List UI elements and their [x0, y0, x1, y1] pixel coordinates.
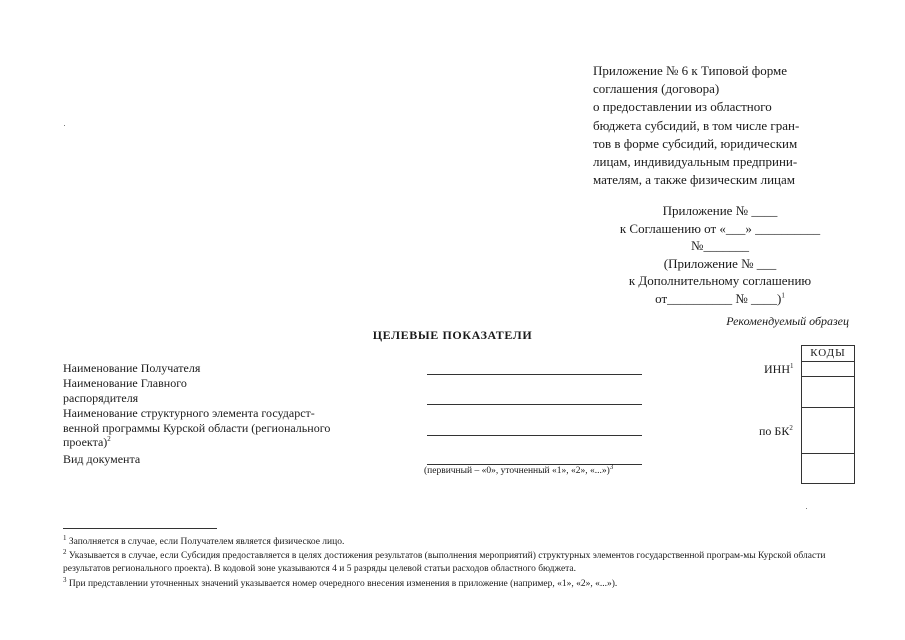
inn-label: ИНН$^1$	[764, 362, 794, 376]
appendix-line: соглашения (договора)	[593, 81, 720, 97]
codes-cell-doc-type[interactable]	[802, 454, 854, 484]
appendix-line: лицам, индивидуальным предприни-	[593, 154, 798, 170]
agreement-line: №_______	[691, 238, 749, 253]
agreement-line: к Соглашению от «___» __________	[619, 220, 821, 236]
scan-speck	[64, 125, 65, 126]
appendix-header	[593, 62, 799, 189]
footnote-1: $^1$ Заполняется в случае, если Получателем является физическое лицо.	[63, 533, 345, 547]
codes-cell-bk[interactable]	[802, 408, 854, 454]
recipient-label: Наименование Получателя	[63, 361, 201, 375]
agreement-line: (Приложение № ___	[663, 255, 777, 271]
footnote-ref: 1	[790, 362, 794, 370]
recipient-field[interactable]	[427, 374, 642, 375]
codes-header: КОДЫ	[802, 346, 854, 362]
codes-cell-inn[interactable]	[802, 377, 854, 408]
document-title: ЦЕЛЕВЫЕ ПОКАЗАТЕЛИ	[372, 328, 533, 342]
program-element-field[interactable]	[427, 435, 642, 436]
footnote-2: $^2$ Указывается в случае, если Субсидия предоставляется в целях достижения результатов (выполнения мероприятий) структурных элементов государственной програм-мы Курской области результатов регионального проекта). В кодовой зоне указываются 4 и 5 разряды целевой статьи расходов областного бюджета.	[63, 547, 826, 574]
doc-type-note: (первичный – «0», уточненный «1», «2», «...»)$^3$	[424, 462, 614, 476]
footnote-ref: 2	[107, 435, 111, 443]
manager-field[interactable]	[427, 404, 642, 405]
agreement-reference	[595, 202, 845, 307]
codes-table	[801, 345, 855, 484]
footnote-ref: 1	[781, 291, 785, 300]
codes-cell-blank[interactable]	[802, 362, 854, 377]
footnote-ref: 3	[609, 462, 614, 471]
appendix-line: тов в форме субсидий, юридическим	[593, 135, 798, 151]
scan-speck	[806, 508, 807, 509]
bk-label: по $БК^2$	[759, 424, 793, 438]
doc-type-label: Вид документа	[63, 452, 141, 466]
appendix-line: о предоставлении из областного	[593, 99, 772, 115]
footnote-ref: 2	[789, 424, 793, 432]
footnote-3: $^3$ При представлении уточненных значений указывается номер очередного внесения изменения в приложение (например, «1», «2», «...»).	[63, 575, 618, 589]
program-element-label: Наименование структурного элемента государст- венной программы Курской области (регионального проекта)$^2$	[63, 406, 331, 449]
agreement-line: к Дополнительному соглашению	[628, 273, 812, 288]
appendix-line: Приложение № 6 к Типовой форме	[593, 63, 788, 78]
manager-label: Наименование Главного распорядителя	[63, 376, 187, 405]
appendix-line: бюджета субсидий, в том числе гран-	[593, 117, 800, 133]
footnote-separator	[63, 528, 217, 529]
agreement-line: Приложение № ____	[662, 203, 778, 218]
agreement-line: от__________ № ____)$^1$	[655, 290, 785, 306]
appendix-line: мателям, а также физическим лицам	[593, 172, 796, 188]
recommended-sample-label: Рекомендуемый образец	[726, 314, 849, 328]
